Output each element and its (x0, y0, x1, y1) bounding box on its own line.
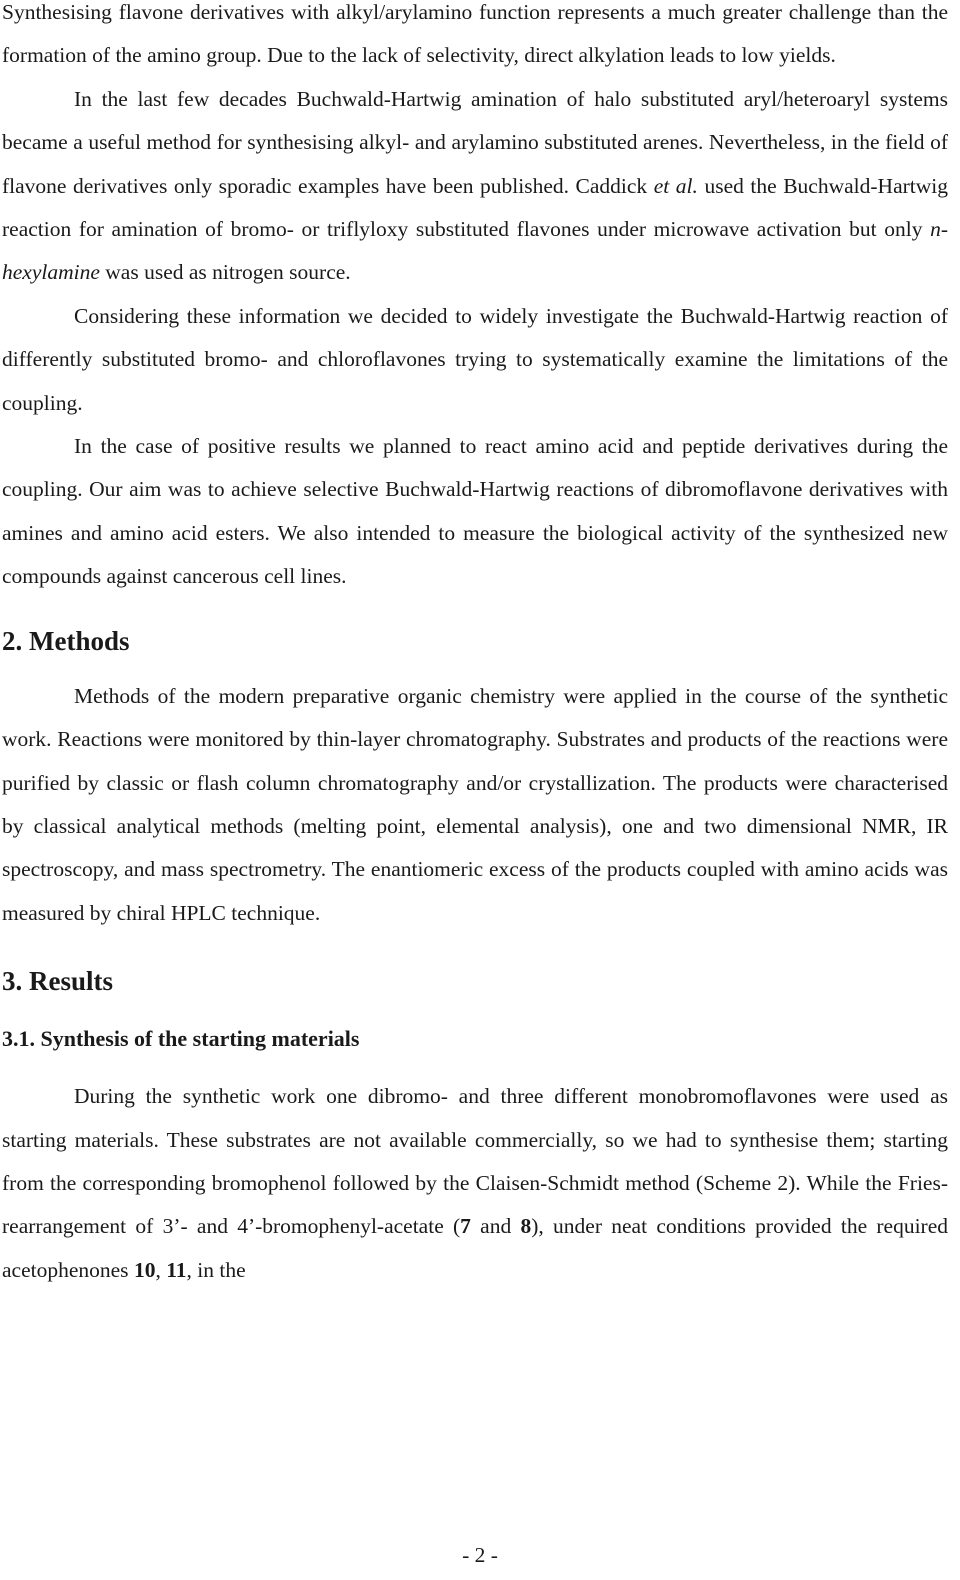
text-run: During the synthetic work one dibromo- and three different monobromoflavones were used as starting materials. These substrates are not available commercially, so we had to synthesise them; starting from the corresponding bromophenol followed by the Claisen-Schmidt method (Scheme 2). While the Fries-rearrangement of 3’- and 4’-bromophenyl-acetate ( (2, 1084, 948, 1239)
page-content (2, 0, 948, 1292)
spacer (2, 1059, 948, 1075)
compound-number: 11 (166, 1257, 187, 1282)
text-run: Synthesising flavone derivatives with alkyl/arylamino function represents a much greater challenge than the formation of the amino group. Due to the lack of selectivity, direct alkylation leads to low yields. (2, 0, 948, 68)
italic-term: n-hexylamine (2, 217, 948, 285)
text-run: was used as nitrogen source. (99, 260, 351, 285)
spacer (2, 1001, 948, 1019)
paragraph-starting-materials (2, 1075, 948, 1292)
text-run: , (155, 1257, 167, 1282)
paragraph-research-aims (2, 425, 948, 599)
section-heading-methods: 2. Methods (2, 625, 130, 656)
text-run: ), under neat conditions provided the required acetophenones (2, 1214, 949, 1282)
subsection-heading-synthesis: 3.1. Synthesis of the starting materials (2, 1026, 360, 1052)
italic-term: et al. (653, 173, 698, 198)
compound-number: 8 (520, 1214, 532, 1239)
paragraph-methods-description (2, 675, 948, 935)
text-run: In the case of positive results we planned to react amino acid and peptide derivatives during the coupling. Our aim was to achieve selective Buchwald-Hartwig reactions of dibromoflavone derivatives with amines and amino acid esters. We also intended to measure the biological activity of the synthesized new compounds against cancerous cell lines. (2, 434, 948, 589)
paragraph-buchwald-hartwig-background (2, 78, 948, 295)
paragraph-investigation-plan (2, 295, 948, 425)
compound-number: 7 (460, 1214, 471, 1239)
text-run: Methods of the modern preparative organic chemistry were applied in the course of the synthetic work. Reactions were monitored by thin-layer chromatography. Substrates and products of the reactions were purified by classic or flash column chromatography and/or crystallization. The products were characterised by classical analytical methods (melting point, elemental analysis), one and two dimensional NMR, IR spectroscopy, and mass spectrometry. The enantiomeric excess of the products coupled with amino acids was measured by chiral HPLC technique. (2, 683, 948, 925)
text-run: and (470, 1214, 521, 1239)
text-run: In the last few decades Buchwald-Hartwig amination of halo substituted aryl/heteroaryl systems became a useful method for synthesising alkyl- and arylamino substituted arenes. Nevertheless, in the field of flavone derivatives only sporadic examples have been published. Caddick (2, 86, 948, 198)
paragraph-flavone-challenge (2, 0, 948, 78)
page-number: - 2 - (462, 1543, 498, 1567)
text-run: , in the (186, 1257, 246, 1282)
spacer (2, 599, 948, 621)
spacer (2, 661, 948, 675)
section-heading-results: 3. Results (2, 966, 114, 997)
spacer (2, 935, 948, 961)
compound-number: 10 (133, 1257, 156, 1282)
text-run: used the Buchwald-Hartwig reaction for amination of bromo- or triflyloxy substituted flavones under microwave activation but only (2, 173, 948, 242)
text-run: Considering these information we decided to widely investigate the Buchwald-Hartwig reaction of differently substituted bromo- and chloroflavones trying to systematically examine the limitations of the coupling. (2, 303, 948, 415)
